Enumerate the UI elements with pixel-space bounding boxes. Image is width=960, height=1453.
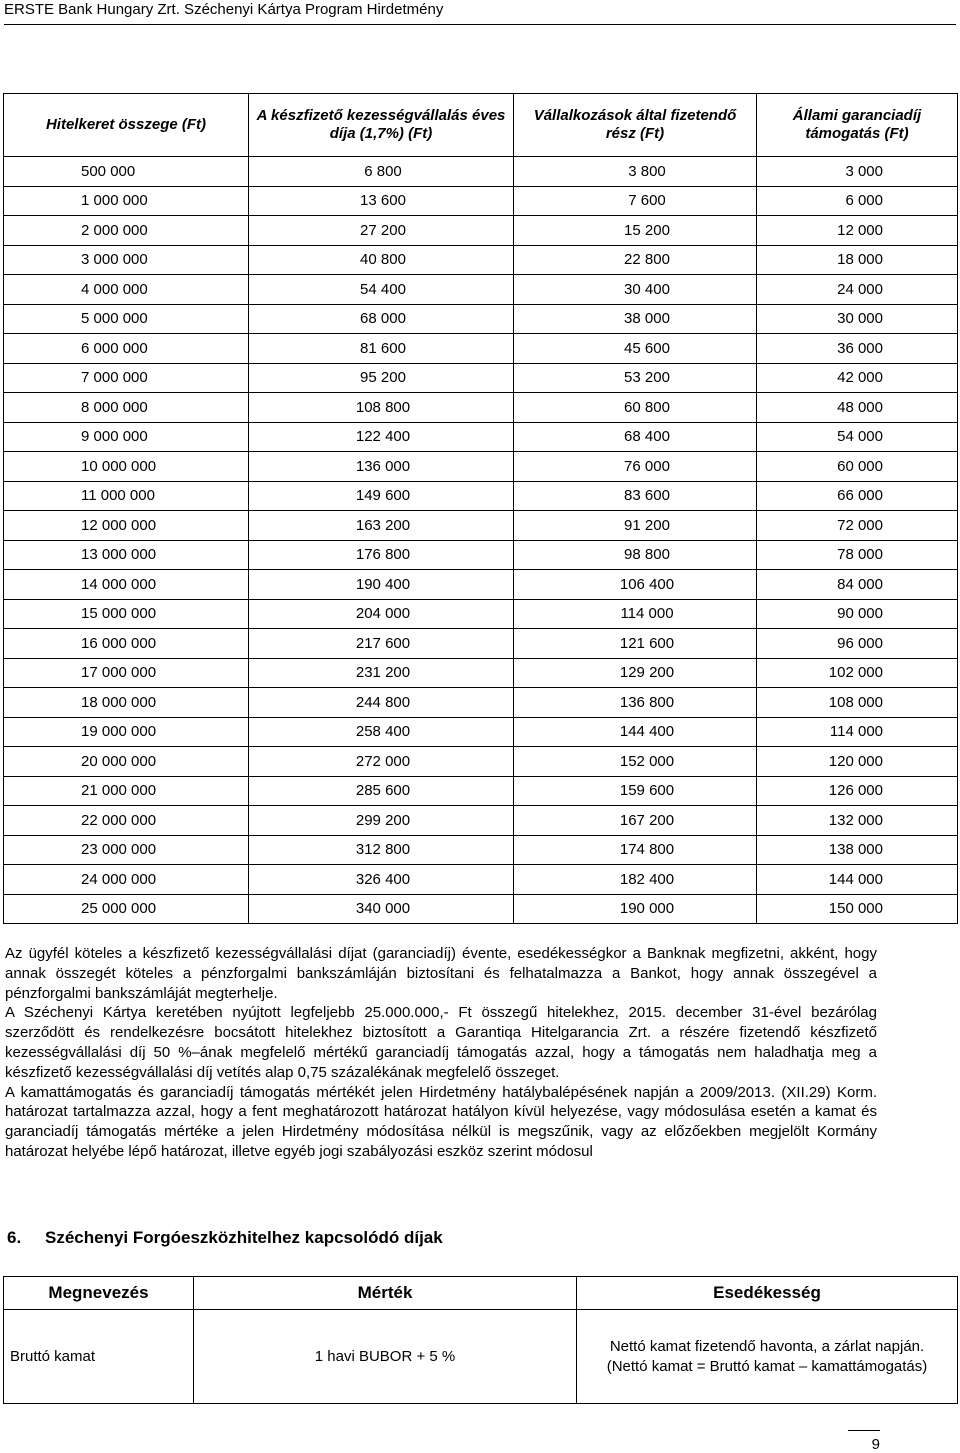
cell-credit-limit: 15 000 000 (4, 599, 249, 629)
cell-company-share: 190 000 (514, 894, 757, 924)
cost-due-line-2: (Nettó kamat = Bruttó kamat – kamattámogatás) (606, 1357, 928, 1375)
table-row (4, 157, 958, 187)
cell-annual-fee: 13 600 (249, 186, 514, 216)
cell-state-support: 138 000 (757, 835, 958, 865)
cell-credit-limit: 10 000 000 (4, 452, 249, 482)
cell-state-support: 132 000 (757, 806, 958, 836)
cell-credit-limit: 17 000 000 (4, 658, 249, 688)
cell-credit-limit: 16 000 000 (4, 629, 249, 659)
header-credit-limit: Hitelkeret összege (Ft) (4, 94, 249, 157)
cell-annual-fee: 326 400 (249, 865, 514, 895)
cell-state-support: 144 000 (757, 865, 958, 895)
cell-company-share: 3 800 (514, 157, 757, 187)
fee-payment-paragraph: Az ügyfél köteles a készfizető kezességvállalási díjat (garanciadíj) évente, esedékességkor a Banknak megfizetni, akként, hogy annak összegét köteles a pénzforgalmi bankszámláján biztosítani és felhatalmazza a Bankot, hogy annak összegével a pénzforgalmi bankszámláját megterhelje. (5, 945, 877, 1002)
cell-state-support: 150 000 (757, 894, 958, 924)
cell-state-support: 90 000 (757, 599, 958, 629)
cost-name: Bruttó kamat (4, 1310, 194, 1404)
cell-state-support: 42 000 (757, 363, 958, 393)
header-due: Esedékesség (577, 1277, 958, 1310)
cell-state-support: 3 000 (757, 157, 958, 187)
cell-annual-fee: 299 200 (249, 806, 514, 836)
cell-annual-fee: 340 000 (249, 894, 514, 924)
table-row (4, 304, 958, 334)
header-state-support: Állami garanciadíj támogatás (Ft) (757, 94, 958, 157)
header-rate: Mérték (194, 1277, 577, 1310)
cell-credit-limit: 13 000 000 (4, 540, 249, 570)
cell-state-support: 30 000 (757, 304, 958, 334)
header-annual-fee: A készfizető kezességvállalás éves díja (1,7%) (Ft) (249, 94, 514, 157)
cell-credit-limit: 3 000 000 (4, 245, 249, 275)
cell-state-support: 6 000 (757, 186, 958, 216)
table-header-row (4, 94, 958, 157)
guarantee-support-paragraph: A Széchenyi Kártya keretében nyújtott legfeljebb 25.000.000,- Ft összegű hitelekhez, 2015. december 31-ével bezárólag szerződött és rendelkezésre bocsátott hitelekhez biztosított a Garantiqa Hitelgarancia Zrt. a részére fizetendő készfizető kezességvállalási díj 50 %–ának megfelelő mértékű garanciadíj támogatás azzal, hogy a támogatás nem haladhatja meg a készfizető kezességvállalási díj vetítés alap 0,75 százalékának megfelelő összeget. (5, 1004, 877, 1081)
cell-credit-limit: 24 000 000 (4, 865, 249, 895)
cell-company-share: 129 200 (514, 658, 757, 688)
cell-state-support: 102 000 (757, 658, 958, 688)
cell-credit-limit: 14 000 000 (4, 570, 249, 600)
cost-rate: 1 havi BUBOR + 5 % (194, 1310, 577, 1404)
cell-state-support: 126 000 (757, 776, 958, 806)
cell-credit-limit: 9 000 000 (4, 422, 249, 452)
table-row (4, 511, 958, 541)
table-row (4, 245, 958, 275)
table-row (4, 186, 958, 216)
cell-credit-limit: 11 000 000 (4, 481, 249, 511)
section-heading (7, 1228, 443, 1248)
fee-table-body (4, 157, 958, 924)
table-row (4, 570, 958, 600)
cell-company-share: 174 800 (514, 835, 757, 865)
table-row (4, 599, 958, 629)
table-row (4, 363, 958, 393)
cell-company-share: 114 000 (514, 599, 757, 629)
cell-annual-fee: 190 400 (249, 570, 514, 600)
table-row (4, 216, 958, 246)
cell-company-share: 83 600 (514, 481, 757, 511)
table-row (4, 835, 958, 865)
cell-annual-fee: 204 000 (249, 599, 514, 629)
cell-company-share: 159 600 (514, 776, 757, 806)
cell-company-share: 15 200 (514, 216, 757, 246)
cell-credit-limit: 8 000 000 (4, 393, 249, 423)
cell-credit-limit: 7 000 000 (4, 363, 249, 393)
cell-annual-fee: 81 600 (249, 334, 514, 364)
table-row (4, 1310, 958, 1404)
cell-credit-limit: 18 000 000 (4, 688, 249, 718)
cell-annual-fee: 6 800 (249, 157, 514, 187)
cell-company-share: 121 600 (514, 629, 757, 659)
table-row (4, 688, 958, 718)
cell-credit-limit: 22 000 000 (4, 806, 249, 836)
cell-annual-fee: 176 800 (249, 540, 514, 570)
cell-credit-limit: 19 000 000 (4, 717, 249, 747)
table-header-row (4, 1277, 958, 1310)
regulation-paragraph: A kamattámogatás és garanciadíj támogatás mértékét jelen Hirdetmény hatálybalépésének napján a 2009/2013. (XII.29) Korm. határozat tartalmazza azzal, hogy a fent meghatározott határozat hatályon kívül helyezése, vagy módosulása esetén a kamat és garanciadíj támogatás mértéke a jelen Hirdetmény módosítása nélkül is megszűnik, vagy az előzőekben megjelölt Kormány határozat helyébe lépő határozat, illetve egyéb jogi szabályozási eszköz szerint módosul (5, 1083, 877, 1160)
cell-annual-fee: 27 200 (249, 216, 514, 246)
cell-annual-fee: 68 000 (249, 304, 514, 334)
table-row (4, 747, 958, 777)
table-row (4, 658, 958, 688)
table-row (4, 275, 958, 305)
cell-state-support: 78 000 (757, 540, 958, 570)
cell-company-share: 167 200 (514, 806, 757, 836)
cell-state-support: 96 000 (757, 629, 958, 659)
cell-state-support: 36 000 (757, 334, 958, 364)
cell-company-share: 45 600 (514, 334, 757, 364)
guarantee-fee-table (3, 93, 958, 924)
table-row (4, 865, 958, 895)
cell-company-share: 30 400 (514, 275, 757, 305)
working-capital-cost-table (3, 1276, 958, 1404)
section-title: Széchenyi Forgóeszközhitelhez kapcsolódó díjak (45, 1228, 443, 1247)
cell-company-share: 144 400 (514, 717, 757, 747)
cell-company-share: 136 800 (514, 688, 757, 718)
header-company-share: Vállalkozások által fizetendő rész (Ft) (514, 94, 757, 157)
cost-due (577, 1310, 958, 1404)
cell-state-support: 84 000 (757, 570, 958, 600)
cell-state-support: 60 000 (757, 452, 958, 482)
cost-due-line-1: Nettó kamat fizetendő havonta, a zárlat napján. (609, 1337, 925, 1355)
cell-credit-limit: 25 000 000 (4, 894, 249, 924)
cell-annual-fee: 54 400 (249, 275, 514, 305)
cell-state-support: 18 000 (757, 245, 958, 275)
cell-credit-limit: 5 000 000 (4, 304, 249, 334)
page-number: 9 (871, 1436, 880, 1453)
footer-divider (848, 1430, 880, 1431)
table-row (4, 393, 958, 423)
cell-state-support: 24 000 (757, 275, 958, 305)
cell-credit-limit: 20 000 000 (4, 747, 249, 777)
cell-state-support: 66 000 (757, 481, 958, 511)
cell-credit-limit: 4 000 000 (4, 275, 249, 305)
cell-company-share: 53 200 (514, 363, 757, 393)
cell-credit-limit: 1 000 000 (4, 186, 249, 216)
header-name: Megnevezés (4, 1277, 194, 1310)
cell-annual-fee: 217 600 (249, 629, 514, 659)
section-number: 6. (7, 1228, 22, 1247)
fee-notes (5, 944, 877, 1162)
cell-company-share: 182 400 (514, 865, 757, 895)
cell-state-support: 108 000 (757, 688, 958, 718)
cell-company-share: 60 800 (514, 393, 757, 423)
cell-state-support: 12 000 (757, 216, 958, 246)
cell-annual-fee: 136 000 (249, 452, 514, 482)
cell-annual-fee: 312 800 (249, 835, 514, 865)
header-title: ERSTE Bank Hungary Zrt. Széchenyi Kártya Program Hirdetmény (4, 1, 444, 18)
cell-annual-fee: 163 200 (249, 511, 514, 541)
cell-credit-limit: 12 000 000 (4, 511, 249, 541)
cell-company-share: 76 000 (514, 452, 757, 482)
table-row (4, 452, 958, 482)
table-row (4, 717, 958, 747)
cell-credit-limit: 500 000 (4, 157, 249, 187)
cell-credit-limit: 21 000 000 (4, 776, 249, 806)
cell-credit-limit: 23 000 000 (4, 835, 249, 865)
cell-company-share: 98 800 (514, 540, 757, 570)
table-row (4, 334, 958, 364)
cell-credit-limit: 2 000 000 (4, 216, 249, 246)
cell-company-share: 68 400 (514, 422, 757, 452)
cell-state-support: 72 000 (757, 511, 958, 541)
cell-annual-fee: 122 400 (249, 422, 514, 452)
cell-annual-fee: 231 200 (249, 658, 514, 688)
cell-annual-fee: 285 600 (249, 776, 514, 806)
cell-state-support: 114 000 (757, 717, 958, 747)
cell-annual-fee: 272 000 (249, 747, 514, 777)
page-header (4, 0, 956, 25)
cell-annual-fee: 95 200 (249, 363, 514, 393)
cell-annual-fee: 108 800 (249, 393, 514, 423)
table-row (4, 894, 958, 924)
cell-company-share: 152 000 (514, 747, 757, 777)
cell-annual-fee: 258 400 (249, 717, 514, 747)
cell-annual-fee: 149 600 (249, 481, 514, 511)
cell-state-support: 120 000 (757, 747, 958, 777)
cell-state-support: 54 000 (757, 422, 958, 452)
cell-annual-fee: 40 800 (249, 245, 514, 275)
table-row (4, 540, 958, 570)
cell-state-support: 48 000 (757, 393, 958, 423)
table-row (4, 422, 958, 452)
cell-company-share: 91 200 (514, 511, 757, 541)
cell-annual-fee: 244 800 (249, 688, 514, 718)
cell-company-share: 22 800 (514, 245, 757, 275)
table-row (4, 481, 958, 511)
table-row (4, 776, 958, 806)
cell-company-share: 7 600 (514, 186, 757, 216)
cell-company-share: 106 400 (514, 570, 757, 600)
cell-company-share: 38 000 (514, 304, 757, 334)
cell-credit-limit: 6 000 000 (4, 334, 249, 364)
table-row (4, 629, 958, 659)
table-row (4, 806, 958, 836)
